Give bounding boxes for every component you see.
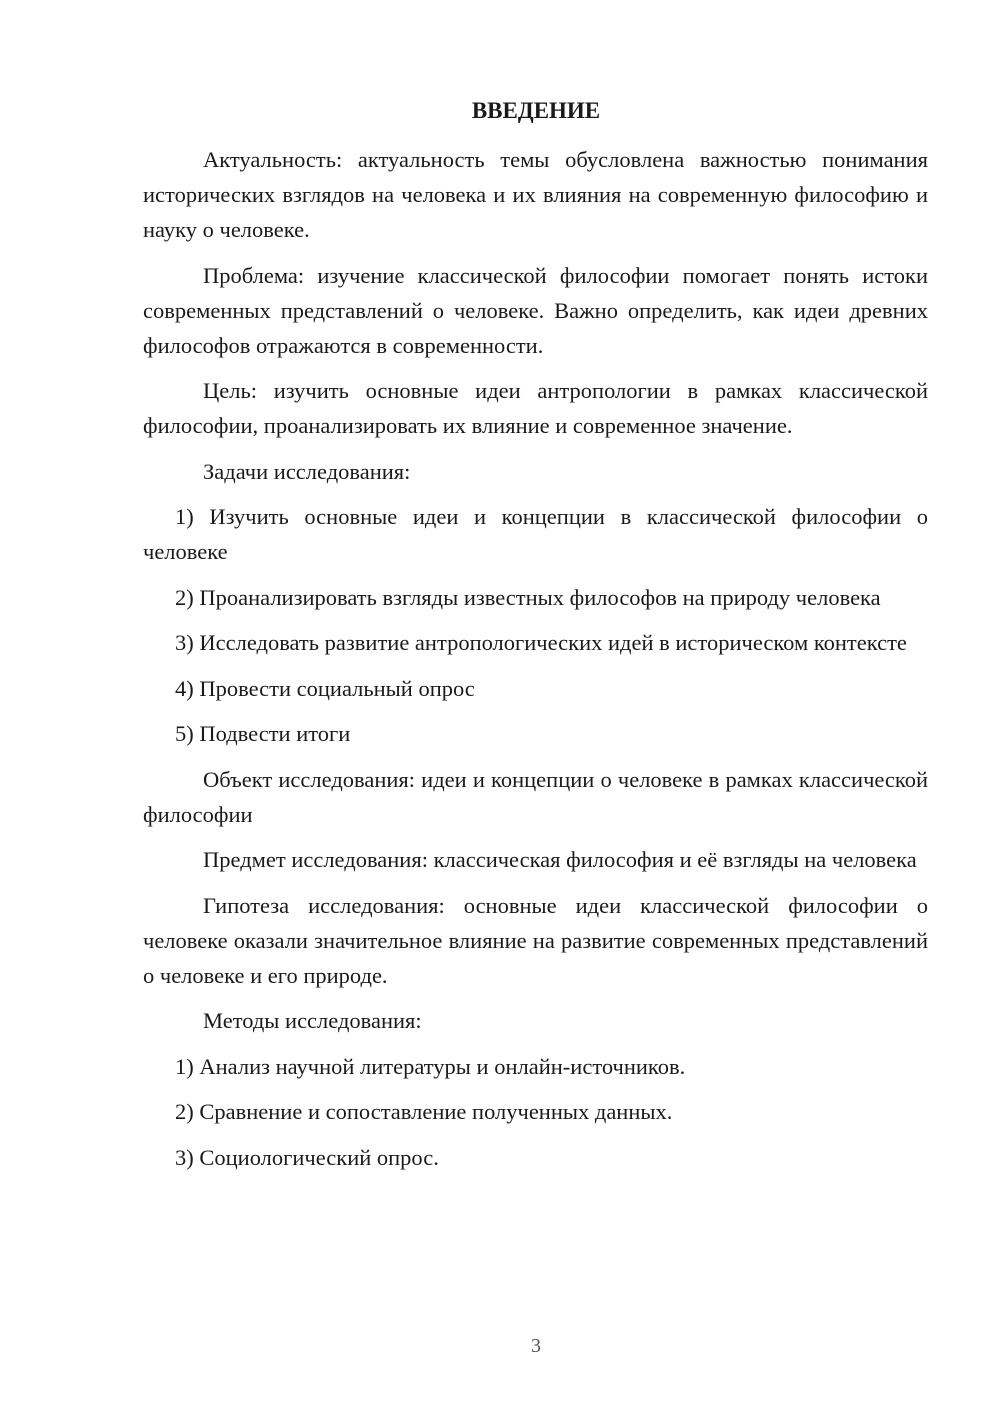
method-item-1: 1) Анализ научной литературы и онлайн-источников. [175,1053,686,1079]
task-item-5: 5) Подвести итоги [175,721,351,746]
task-item-1: 1) Изучить основные идеи и концепции в классической философии о человеке [143,504,928,564]
page-title: ВВЕДЕНИЕ [471,98,601,123]
document-body [143,142,928,1185]
subject-paragraph: Предмет исследования: классическая философия и её взгляды на человека [203,847,917,872]
relevance-paragraph: Актуальность: актуальность темы обусловлена важностью понимания исторических взглядов на человека и их влияния на современную философию и науку о человеке. [143,147,928,242]
task-item-2: 2) Проанализировать взгляды известных философов на природу человека [175,584,881,610]
task-item-3: 3) Исследовать развитие антропологических идей в историческом контексте [175,630,907,655]
method-item-2: 2) Сравнение и сопоставление полученных данных. [175,1099,673,1124]
page-number: 3 [531,1335,541,1357]
method-item-3: 3) Социологический опрос. [175,1144,439,1170]
methods-title: Методы исследования: [203,1008,422,1033]
task-item-4: 4) Провести социальный опрос [175,675,475,701]
goal-paragraph: Цель: изучить основные идеи антропологии в рамках классической философии, проанализировать их влияние и современное значение. [143,378,928,438]
object-paragraph: Объект исследования: идеи и концепции о человеке в рамках классической философии [143,766,928,827]
hypothesis-paragraph: Гипотеза исследования: основные идеи классической философии о человеке оказали значительное влияние на развитие современных представлений о человеке и его природе. [143,892,928,988]
problem-paragraph: Проблема: изучение классической философии помогает понять истоки современных представлений о человеке. Важно определить, как идеи древних философов отражаются в современности. [143,262,928,358]
tasks-title: Задачи исследования: [203,458,411,484]
